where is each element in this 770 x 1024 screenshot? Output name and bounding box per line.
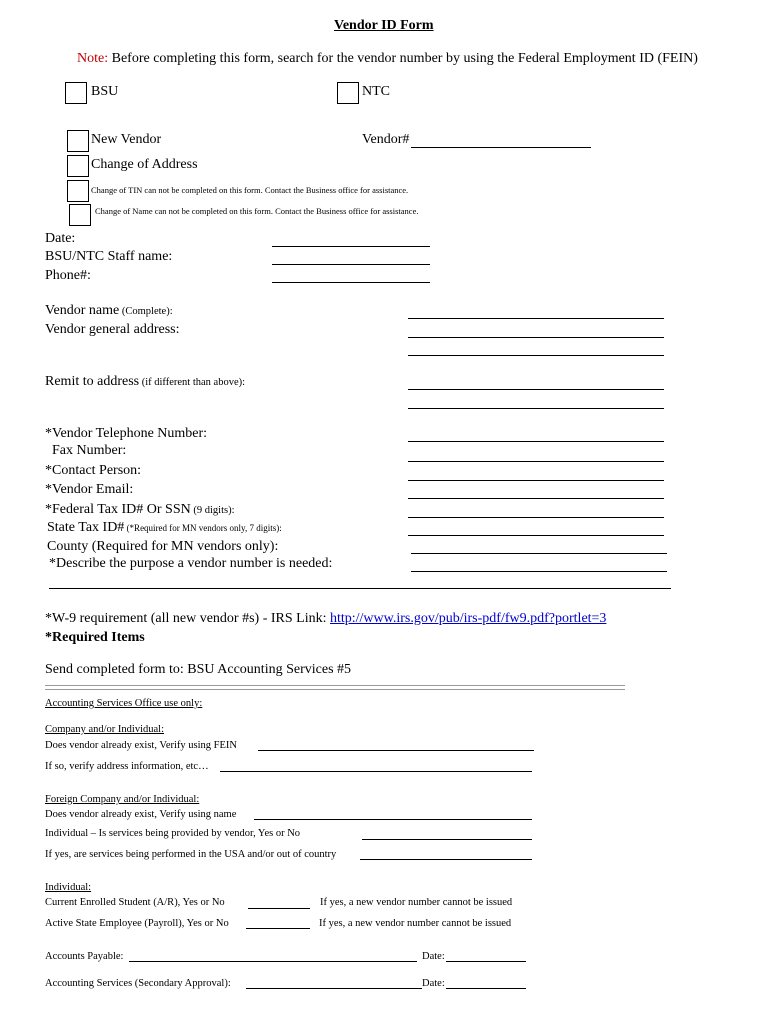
w9-link[interactable]: http://www.irs.gov/pub/irs-pdf/fw9.pdf?portlet=3 (329, 611, 607, 626)
state-tax-text: State Tax ID# (47, 520, 125, 535)
date-field[interactable] (272, 246, 430, 247)
verify-fein-label: Does vendor already exist, Verify using FEIN (45, 740, 237, 751)
fax-label: Fax Number: (52, 443, 127, 458)
change-name-checkbox[interactable] (69, 204, 91, 226)
w9-text: *W-9 requirement (all new vendor #s) - IRS Link: (45, 611, 330, 626)
remit-label (45, 374, 245, 390)
employee-note: If yes, a new vendor number cannot be issued (319, 918, 512, 929)
county-label: County (Required for MN vendors only): (47, 539, 279, 554)
change-name-note: Change of Name can not be completed on this form. Contact the Business office for assistance. (95, 206, 419, 216)
separator-double-line (45, 685, 625, 690)
services-provided-field[interactable] (362, 839, 532, 840)
remit-note: (if different than above): (139, 377, 246, 388)
change-address-checkbox[interactable] (67, 155, 89, 177)
employee-label: Active State Employee (Payroll), Yes or No (45, 918, 229, 929)
phone-label: Phone#: (45, 268, 91, 283)
new-vendor-checkbox[interactable] (67, 130, 89, 152)
state-tax-note: (*Required for MN vendors only, 7 digits): (124, 523, 282, 533)
student-field[interactable] (248, 908, 310, 909)
note-label: Note: (77, 51, 109, 66)
services-location-field[interactable] (360, 859, 532, 860)
contact-label: *Contact Person: (45, 463, 142, 478)
staff-name-label: BSU/NTC Staff name: (45, 249, 173, 264)
purpose-label: *Describe the purpose a vendor number is needed: (49, 556, 333, 571)
purpose-field-1[interactable] (411, 571, 667, 572)
email-field[interactable] (408, 498, 664, 499)
payable-date-field[interactable] (446, 961, 526, 962)
verify-name-label: Does vendor already exist, Verify using name (45, 809, 237, 820)
verify-address-label: If so, verify address information, etc… (45, 761, 209, 772)
fed-tax-field[interactable] (408, 517, 664, 518)
company-heading: Company and/or Individual: (45, 724, 164, 735)
accounts-payable-field[interactable] (129, 961, 417, 962)
services-provided-label: Individual – Is services being provided by vendor, Yes or No (45, 828, 301, 839)
services-location-label: If yes, are services being performed in the USA and/or out of country (45, 849, 337, 860)
secondary-date-field[interactable] (446, 988, 526, 989)
fed-tax-label (45, 502, 235, 518)
remit-text: Remit to address (45, 374, 140, 389)
verify-fein-field[interactable] (258, 750, 534, 751)
note (77, 51, 698, 67)
phone-field[interactable] (272, 282, 430, 283)
staff-name-field[interactable] (272, 264, 430, 265)
vendor-name-field[interactable] (408, 318, 664, 319)
vendor-number-label: Vendor# (362, 132, 410, 147)
secondary-date-label: Date: (422, 978, 445, 989)
remit-field-2[interactable] (408, 408, 664, 409)
employee-field[interactable] (246, 928, 310, 929)
verify-address-field[interactable] (220, 771, 532, 772)
bsu-label: BSU (91, 84, 119, 99)
accounts-payable-label: Accounts Payable: (45, 951, 124, 962)
contact-field[interactable] (408, 480, 664, 481)
payable-date-label: Date: (422, 951, 445, 962)
vendor-name-text: Vendor name (45, 303, 120, 318)
ntc-checkbox[interactable] (337, 82, 359, 104)
office-heading: Accounting Services Office use only: (45, 698, 203, 709)
student-label: Current Enrolled Student (A/R), Yes or No (45, 897, 225, 908)
fed-tax-text: *Federal Tax ID# Or SSN (45, 502, 191, 517)
required-items: *Required Items (45, 630, 145, 645)
w9-requirement (45, 611, 606, 627)
individual-heading: Individual: (45, 882, 92, 893)
new-vendor-label: New Vendor (91, 132, 162, 147)
vendor-name-note: (Complete): (119, 306, 173, 317)
telephone-field[interactable] (408, 441, 664, 442)
telephone-label: *Vendor Telephone Number: (45, 426, 208, 441)
fed-tax-note: (9 digits): (190, 505, 235, 516)
date-label: Date: (45, 231, 76, 246)
ntc-label: NTC (362, 84, 390, 99)
remit-field-1[interactable] (408, 389, 664, 390)
secondary-approval-field[interactable] (246, 988, 422, 989)
vendor-number-field[interactable] (411, 147, 591, 148)
email-label: *Vendor Email: (45, 482, 134, 497)
vendor-address-field-1[interactable] (408, 337, 664, 338)
change-tin-note: Change of TIN can not be completed on this form. Contact the Business office for assistance. (91, 185, 409, 195)
foreign-heading: Foreign Company and/or Individual: (45, 794, 200, 805)
state-tax-field[interactable] (408, 535, 664, 536)
vendor-address-label: Vendor general address: (45, 322, 180, 337)
verify-name-field[interactable] (254, 819, 532, 820)
vendor-name-label (45, 303, 173, 319)
form-title: Vendor ID Form (334, 18, 434, 33)
change-tin-checkbox[interactable] (67, 180, 89, 202)
student-note: If yes, a new vendor number cannot be issued (320, 897, 513, 908)
note-text: Before completing this form, search for the vendor number by using the Federal Employment ID (FEIN) (108, 51, 698, 66)
send-to: Send completed form to: BSU Accounting Services #5 (45, 662, 352, 677)
fax-field[interactable] (408, 461, 664, 462)
change-address-label: Change of Address (91, 157, 198, 172)
vendor-address-field-2[interactable] (408, 355, 664, 356)
bsu-checkbox[interactable] (65, 82, 87, 104)
purpose-field-2[interactable] (49, 588, 671, 589)
secondary-approval-label: Accounting Services (Secondary Approval): (45, 978, 231, 989)
state-tax-label (47, 520, 282, 536)
county-field[interactable] (411, 553, 667, 554)
